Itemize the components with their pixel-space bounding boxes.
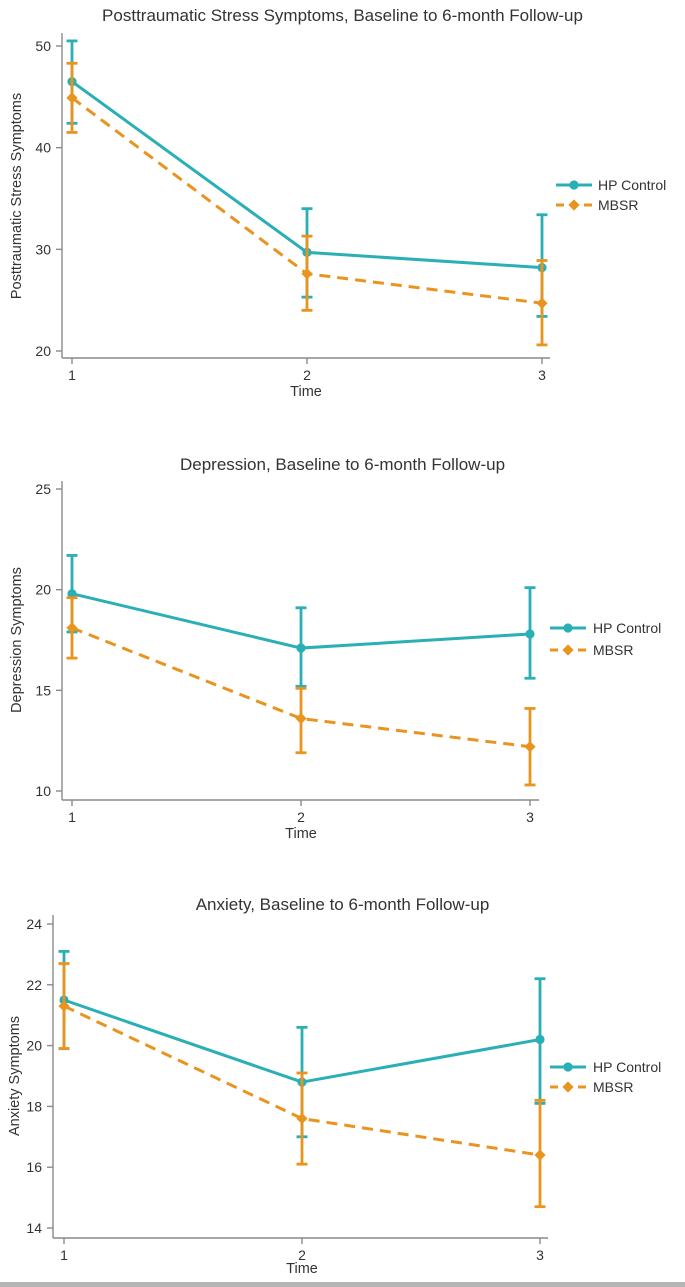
legend-label-hp-control: HP Control — [593, 1059, 662, 1075]
y-tick-label: 50 — [35, 38, 51, 54]
y-tick-label: 24 — [26, 916, 42, 932]
legend-label-mbsr: MBSR — [598, 197, 639, 213]
x-tick-label: 3 — [526, 809, 534, 825]
x-tick-label: 1 — [60, 1247, 68, 1263]
legend-marker-hp-control — [569, 180, 578, 189]
window-bottom-edge — [0, 1282, 685, 1287]
y-tick-label: 25 — [35, 481, 51, 497]
y-tick-label: 15 — [35, 682, 51, 699]
mbsr-marker — [524, 741, 535, 752]
y-tick-label: 30 — [35, 241, 51, 258]
legend-label-hp-control: HP Control — [598, 177, 667, 193]
hp-control-marker — [535, 1035, 544, 1044]
legend-label-mbsr: MBSR — [593, 642, 634, 658]
ptsd-chart-title: Posttraumatic Stress Symptoms, Baseline to 6-month Follow-up — [102, 6, 583, 25]
ptsd-y-axis-label: Posttraumatic Stress Symptoms — [9, 92, 25, 300]
y-tick-label: 16 — [26, 1159, 42, 1176]
legend-marker-hp-control — [563, 1062, 572, 1071]
y-tick-label: 20 — [35, 581, 51, 598]
anxiety-chart-title: Anxiety, Baseline to 6-month Follow-up — [195, 895, 490, 914]
depression-x-axis-label: Time — [285, 826, 317, 842]
legend-marker-mbsr — [562, 644, 573, 655]
y-tick-label: 20 — [35, 343, 51, 359]
anxiety-y-axis-label: Anxiety Symptoms — [7, 1015, 23, 1137]
x-tick-label: 2 — [303, 367, 311, 383]
hp-control-marker — [525, 629, 534, 638]
y-tick-label: 22 — [26, 976, 42, 993]
x-tick-label: 3 — [538, 367, 546, 383]
y-tick-label: 20 — [26, 1037, 42, 1054]
y-tick-label: 18 — [26, 1098, 42, 1115]
y-tick-label: 14 — [26, 1220, 42, 1236]
anxiety-chart-plot — [0, 870, 685, 1287]
depression-chart-plot — [0, 430, 685, 870]
hp-control-marker — [296, 643, 305, 652]
mbsr-marker — [534, 1149, 545, 1160]
y-tick-label: 40 — [35, 139, 51, 156]
anxiety-x-axis-label: Time — [286, 1261, 318, 1277]
y-tick-label: 10 — [35, 783, 51, 799]
legend-marker-hp-control — [563, 623, 572, 632]
ptsd-chart-plot — [0, 0, 685, 430]
legend-label-hp-control: HP Control — [593, 620, 662, 636]
x-tick-label: 2 — [297, 809, 305, 825]
mbsr-marker — [536, 298, 547, 309]
x-tick-label: 2 — [298, 1247, 306, 1263]
ptsd-x-axis-label: Time — [290, 384, 322, 400]
x-tick-label: 3 — [536, 1247, 544, 1263]
legend-marker-mbsr — [562, 1081, 573, 1092]
legend-label-mbsr: MBSR — [593, 1079, 634, 1095]
legend-marker-mbsr — [568, 199, 579, 210]
x-tick-label: 1 — [68, 367, 76, 383]
depression-y-axis-label: Depression Symptoms — [9, 567, 25, 713]
x-tick-label: 1 — [68, 809, 76, 825]
mbsr-marker — [295, 713, 306, 724]
depression-chart-title: Depression, Baseline to 6-month Follow-up — [179, 455, 506, 474]
mbsr-marker — [296, 1113, 307, 1124]
